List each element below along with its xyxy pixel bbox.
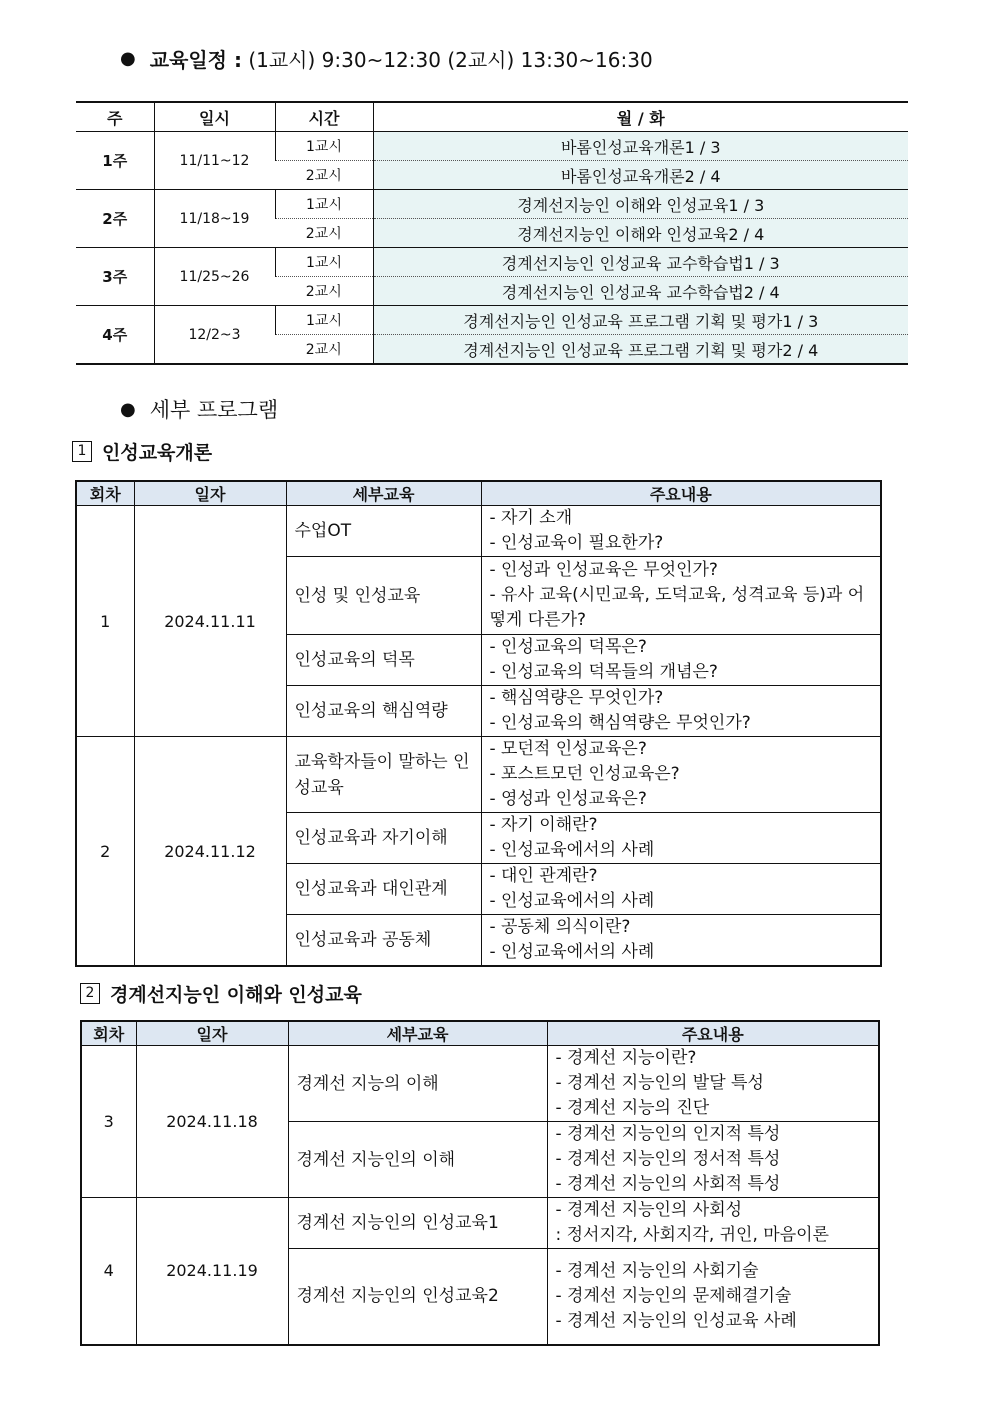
week-cell: 1주 (76, 132, 154, 190)
session-date-cell: 2024.11.19 (136, 1198, 288, 1345)
session-number-cell: 1 (76, 506, 134, 737)
contents-cell (547, 1046, 879, 1122)
content-line: - 경계선 지능의 진단 (555, 1098, 710, 1118)
topic-cell: 수업OT (286, 506, 481, 557)
date-cell: 11/11~12 (154, 132, 275, 190)
content-line: - 대인 관계란? (489, 866, 598, 886)
header-date: 일자 (134, 481, 286, 506)
period-cell: 1교시 (275, 306, 373, 335)
topic-cell: 경계선 지능의 이해 (288, 1046, 547, 1122)
contents-cell (547, 1122, 879, 1198)
session-date-cell: 2024.11.12 (134, 737, 286, 967)
subject-cell: 경계선지능인 이해와 인성교육2 / 4 (373, 219, 908, 248)
topic-cell: 경계선 지능인의 인성교육1 (288, 1198, 547, 1249)
detail-heading: ● 세부 프로그램 (120, 398, 279, 422)
topic-cell: 인성교육의 핵심역량 (286, 686, 481, 737)
content-line: - 경계선 지능인의 문제해결기술 (555, 1285, 792, 1306)
table-row (76, 190, 908, 219)
session-number-cell: 2 (76, 737, 134, 967)
topic-cell: 인성교육과 자기이해 (286, 813, 481, 864)
content-line: - 인성교육의 덕목들의 개념은? (489, 662, 718, 682)
week-cell: 4주 (76, 306, 154, 365)
content-line: - 핵심역량은 무엇인가? (489, 688, 664, 708)
content-line: - 자기 이해란? (489, 815, 598, 835)
header-time: 시간 (275, 102, 373, 132)
table-row (76, 737, 881, 813)
section1-table (75, 480, 882, 967)
date-cell: 11/25~26 (154, 248, 275, 306)
subject-cell: 경계선지능인 인성교육 프로그램 기획 및 평가1 / 3 (373, 306, 908, 335)
content-line: - 유사 교육(시민교육, 도덕교육, 성격교육 등)과 어떻게 다른가? (489, 585, 865, 630)
subject-cell: 경계선지능인 이해와 인성교육1 / 3 (373, 190, 908, 219)
section2-title: 2 경계선지능인 이해와 인성교육 (80, 980, 362, 1007)
header-date: 일자 (136, 1021, 288, 1046)
topic-cell: 경계선 지능인의 인성교육2 (288, 1249, 547, 1345)
section1-title: 1 인성교육개론 (72, 438, 212, 465)
content-line: - 모던적 인성교육은? (489, 739, 647, 759)
header-session: 회차 (76, 481, 134, 506)
header-contents: 주요내용 (547, 1021, 879, 1046)
content-line: - 공동체 의식이란? (489, 917, 631, 937)
content-line: - 포스트모던 인성교육은? (489, 764, 680, 784)
session-number-cell: 3 (81, 1046, 136, 1198)
section2-table (80, 1020, 880, 1346)
content-line: - 영성과 인성교육은? (489, 789, 647, 809)
contents-cell (481, 506, 881, 557)
schedule-table (76, 101, 908, 365)
contents-cell (481, 635, 881, 686)
topic-cell: 교육학자들이 말하는 인성교육 (286, 737, 481, 813)
contents-cell (481, 686, 881, 737)
table-row (81, 1198, 879, 1249)
topic-cell: 인성교육과 공동체 (286, 915, 481, 967)
period-cell: 1교시 (275, 132, 373, 161)
header-session: 회차 (81, 1021, 136, 1046)
session-number-cell: 4 (81, 1198, 136, 1345)
content-line: - 인성교육이 필요한가? (489, 533, 664, 553)
week-cell: 3주 (76, 248, 154, 306)
header-topic: 세부교육 (286, 481, 481, 506)
content-line: - 경계선 지능인의 인지적 특성 (555, 1124, 781, 1144)
header-contents: 주요내용 (481, 481, 881, 506)
period-cell: 2교시 (275, 277, 373, 306)
content-line: - 인성교육의 핵심역량은 무엇인가? (489, 713, 751, 733)
contents-cell (481, 557, 881, 635)
schedule-times: (1교시) 9:30~12:30 (2교시) 13:30~16:30 (248, 48, 653, 72)
period-cell: 2교시 (275, 335, 373, 365)
topic-cell: 인성교육과 대인관계 (286, 864, 481, 915)
content-line: - 경계선 지능인의 사회적 특성 (555, 1174, 781, 1194)
subject-cell: 경계선지능인 인성교육 교수학습법2 / 4 (373, 277, 908, 306)
contents-cell (481, 813, 881, 864)
session-date-cell: 2024.11.18 (136, 1046, 288, 1198)
section-number-box: 1 (72, 441, 92, 462)
topic-cell: 인성교육의 덕목 (286, 635, 481, 686)
period-cell: 1교시 (275, 190, 373, 219)
week-cell: 2주 (76, 190, 154, 248)
content-line: - 경계선 지능이란? (555, 1048, 697, 1068)
section-number-box: 2 (80, 983, 100, 1004)
content-line: - 인성교육에서의 사례 (489, 891, 655, 911)
contents-cell (481, 864, 881, 915)
period-cell: 2교시 (275, 219, 373, 248)
content-line: - 경계선 지능인의 인성교육 사례 (555, 1310, 797, 1331)
content-line: - 경계선 지능인의 발달 특성 (555, 1073, 764, 1093)
period-cell: 2교시 (275, 161, 373, 190)
subject-cell: 바롬인성교육개론2 / 4 (373, 161, 908, 190)
content-line: - 경계선 지능인의 사회성 (555, 1200, 743, 1220)
bullet-icon: ● (120, 398, 136, 420)
content-line: - 인성과 인성교육은 무엇인가? (489, 560, 718, 580)
table-row (76, 506, 881, 557)
schedule-line (120, 44, 653, 73)
bullet-icon: ● (120, 48, 136, 69)
content-line: : 정서지각, 사회지각, 귀인, 마음이론 (555, 1225, 829, 1245)
contents-cell (547, 1249, 879, 1345)
table-row (76, 248, 908, 277)
header-topic: 세부교육 (288, 1021, 547, 1046)
table-row (76, 132, 908, 161)
date-cell: 11/18~19 (154, 190, 275, 248)
contents-cell (547, 1198, 879, 1249)
contents-cell (481, 737, 881, 813)
period-cell: 1교시 (275, 248, 373, 277)
subject-cell: 경계선지능인 인성교육 프로그램 기획 및 평가2 / 4 (373, 335, 908, 365)
session-date-cell: 2024.11.11 (134, 506, 286, 737)
header-week: 주 (76, 102, 154, 132)
table-row (81, 1046, 879, 1122)
content-line: - 경계선 지능인의 정서적 특성 (555, 1149, 781, 1169)
content-line: - 인성교육에서의 사례 (489, 840, 655, 860)
header-subject: 월 / 화 (373, 102, 908, 132)
schedule-label: 교육일정 : (149, 48, 242, 72)
content-line: - 인성교육의 덕목은? (489, 637, 647, 657)
date-cell: 12/2~3 (154, 306, 275, 365)
content-line: - 인성교육에서의 사례 (489, 942, 655, 962)
header-date: 일시 (154, 102, 275, 132)
table-row (76, 306, 908, 335)
subject-cell: 바롬인성교육개론1 / 3 (373, 132, 908, 161)
subject-cell: 경계선지능인 인성교육 교수학습법1 / 3 (373, 248, 908, 277)
topic-cell: 인성 및 인성교육 (286, 557, 481, 635)
topic-cell: 경계선 지능인의 이해 (288, 1122, 547, 1198)
content-line: - 자기 소개 (489, 508, 573, 528)
content-line: - 경계선 지능인의 사회기술 (555, 1260, 759, 1281)
contents-cell (481, 915, 881, 967)
